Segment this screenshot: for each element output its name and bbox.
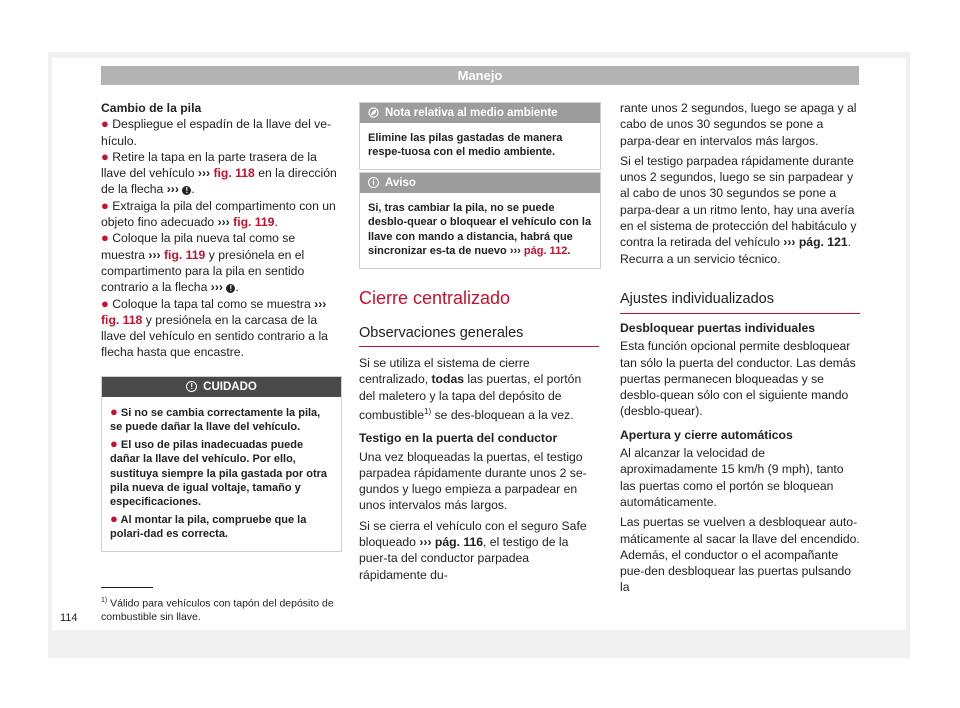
paragraph: Las puertas se vuelven a desbloquear auto-máticamente al sacar la llave del encendido. Además, el conductor o el acompañante pue-den desbloquear las puertas pulsando la bbox=[620, 515, 860, 595]
step-2: ● Retire la tapa en la parte trasera de la llave del vehículo ››› fig. 118 en la dirección de la flecha ››› ! . bbox=[101, 148, 337, 197]
aviso-body: Si, tras cambiar la pila, no se puede desblo-quear o bloquear el vehículo con la llave con mando a distancia, habrá que sincronizar es-ta de nuevo ››› pág. 112. bbox=[368, 202, 592, 258]
running-header: Manejo bbox=[101, 66, 859, 85]
environment-note-body: Elimine las pilas gastadas de manera respe-tuosa con el medio ambiente. bbox=[368, 132, 563, 159]
paragraph: rante unos 2 segundos, luego se apaga y al cabo de unos 30 segundos se pone a parpa-dear en intervalos más largos. bbox=[620, 101, 857, 148]
middle-column-text bbox=[359, 355, 599, 583]
paragraph: Una vez bloqueadas la puertas, el testigo parpadea rápidamente durante unos 2 se-gundos y luego empieza a parpadear en unos intervalos más largos. bbox=[359, 449, 587, 513]
step-5: ● Coloque la tapa tal como se muestra ››› fig. 118 y presiónela en la carcasa de la llave del vehículo en sentido contrario a la flecha hasta que encastre. bbox=[101, 295, 328, 360]
caution-header: ! CUIDADO bbox=[102, 377, 341, 397]
warning-ref-icon: ! bbox=[226, 284, 235, 293]
right-column-text bbox=[620, 100, 860, 267]
paragraph: Esta función opcional permite desbloquear tan sólo la puerta del conductor. Las demás puertas permanecen bloqueadas y se desblo-quean sólo con el siguiente mando (desblo-quear). bbox=[620, 339, 856, 419]
warning-ref-icon: ! bbox=[182, 186, 191, 195]
info-icon: i bbox=[368, 177, 379, 188]
environment-note-box bbox=[359, 102, 601, 170]
paragraph: Si el testigo parpadea rápidamente durante unos 2 segundos, luego se sin parpadear y al cabo de unos 30 segundos se pone a parpa-dear a un ritmo lento, hay una avería en el sistema de protección del habitáculo y contra la retirada del vehículo ››› pág. 121. Recurra a un servicio técnico. bbox=[620, 153, 857, 266]
section-heading: Observaciones generales bbox=[359, 325, 524, 341]
fig-link[interactable]: fig. 118 bbox=[213, 166, 255, 181]
paragraph: Al alcanzar la velocidad de aproximadamente 15 km/h (9 mph), tanto las puertas como el portón se bloquean automáticamente. bbox=[620, 446, 844, 509]
info-icon: ! bbox=[186, 381, 197, 392]
aviso-box bbox=[359, 172, 601, 269]
step-1: ● Despliegue el espadín de la llave del ve-hículo. bbox=[101, 116, 332, 148]
footnote: $^{1)}$ Válido para vehículos con tapón del depósito de combustible sin llave. bbox=[101, 597, 334, 623]
step-4: ● Coloque la pila nueva tal como se muestra ››› fig. 119 y presiónela en el compartimento para la pila en sentido contrario a la flecha ››› ! . bbox=[101, 230, 305, 295]
paragraph: Si se cierra el vehículo con el seguro Safe bloqueado ››› pág. 116, el testigo de la puer-ta del conductor parpadea rápidamente du- bbox=[359, 518, 587, 582]
page-link[interactable]: pág. 116 bbox=[434, 535, 484, 550]
page-link[interactable]: pág. 121 bbox=[798, 235, 848, 250]
footnote-rule bbox=[101, 587, 153, 588]
section-underline bbox=[620, 313, 860, 314]
fig-link[interactable]: fig. 118 bbox=[101, 312, 143, 327]
subheading: Apertura y cierre automáticos bbox=[620, 427, 793, 442]
subheading: Testigo en la puerta del conductor bbox=[359, 431, 558, 446]
caution-item: ● Si no se cambia correctamente la pila, se puede dañar la llave del vehículo. bbox=[110, 404, 321, 434]
chapter-title: Cierre centralizado bbox=[359, 288, 511, 308]
section-title: Cambio de la pila bbox=[101, 101, 202, 115]
caution-item: ● El uso de pilas inadecuadas puede dañar la llave del vehículo. Por ello, sustituya siempre la pila gastada por otra pila nueva de igual voltaje, tamaño y especificaciones. bbox=[110, 435, 328, 509]
right-column-text-2 bbox=[620, 320, 860, 596]
left-column bbox=[101, 100, 341, 361]
fig-link[interactable]: fig. 119 bbox=[233, 215, 275, 230]
fig-link[interactable]: fig. 119 bbox=[164, 247, 206, 262]
aviso-header: i Aviso bbox=[360, 173, 600, 193]
paragraph: Si se utiliza el sistema de cierre centralizado, todas las puertas, el portón del maletero y la tapa del depósito de combustible$^{1)}$ se des-bloquean a la vez. bbox=[359, 356, 582, 422]
environment-note-header: Nota relativa al medio ambiente bbox=[360, 103, 600, 123]
caution-box bbox=[101, 376, 342, 552]
leaf-icon bbox=[368, 107, 379, 118]
subheading: Desbloquear puertas individuales bbox=[620, 321, 816, 335]
section-heading: Ajustes individualizados bbox=[620, 291, 774, 307]
section-underline bbox=[359, 346, 599, 347]
caution-item: ● Al montar la pila, compruebe que la polari-dad es correcta. bbox=[110, 510, 307, 541]
caution-body bbox=[102, 397, 341, 551]
page-number: 114 bbox=[60, 612, 78, 624]
step-3: ● Extraiga la pila del compartimento con un objeto fino adecuado ››› fig. 119. bbox=[101, 197, 336, 230]
page-link[interactable]: pág. 112 bbox=[523, 245, 568, 258]
